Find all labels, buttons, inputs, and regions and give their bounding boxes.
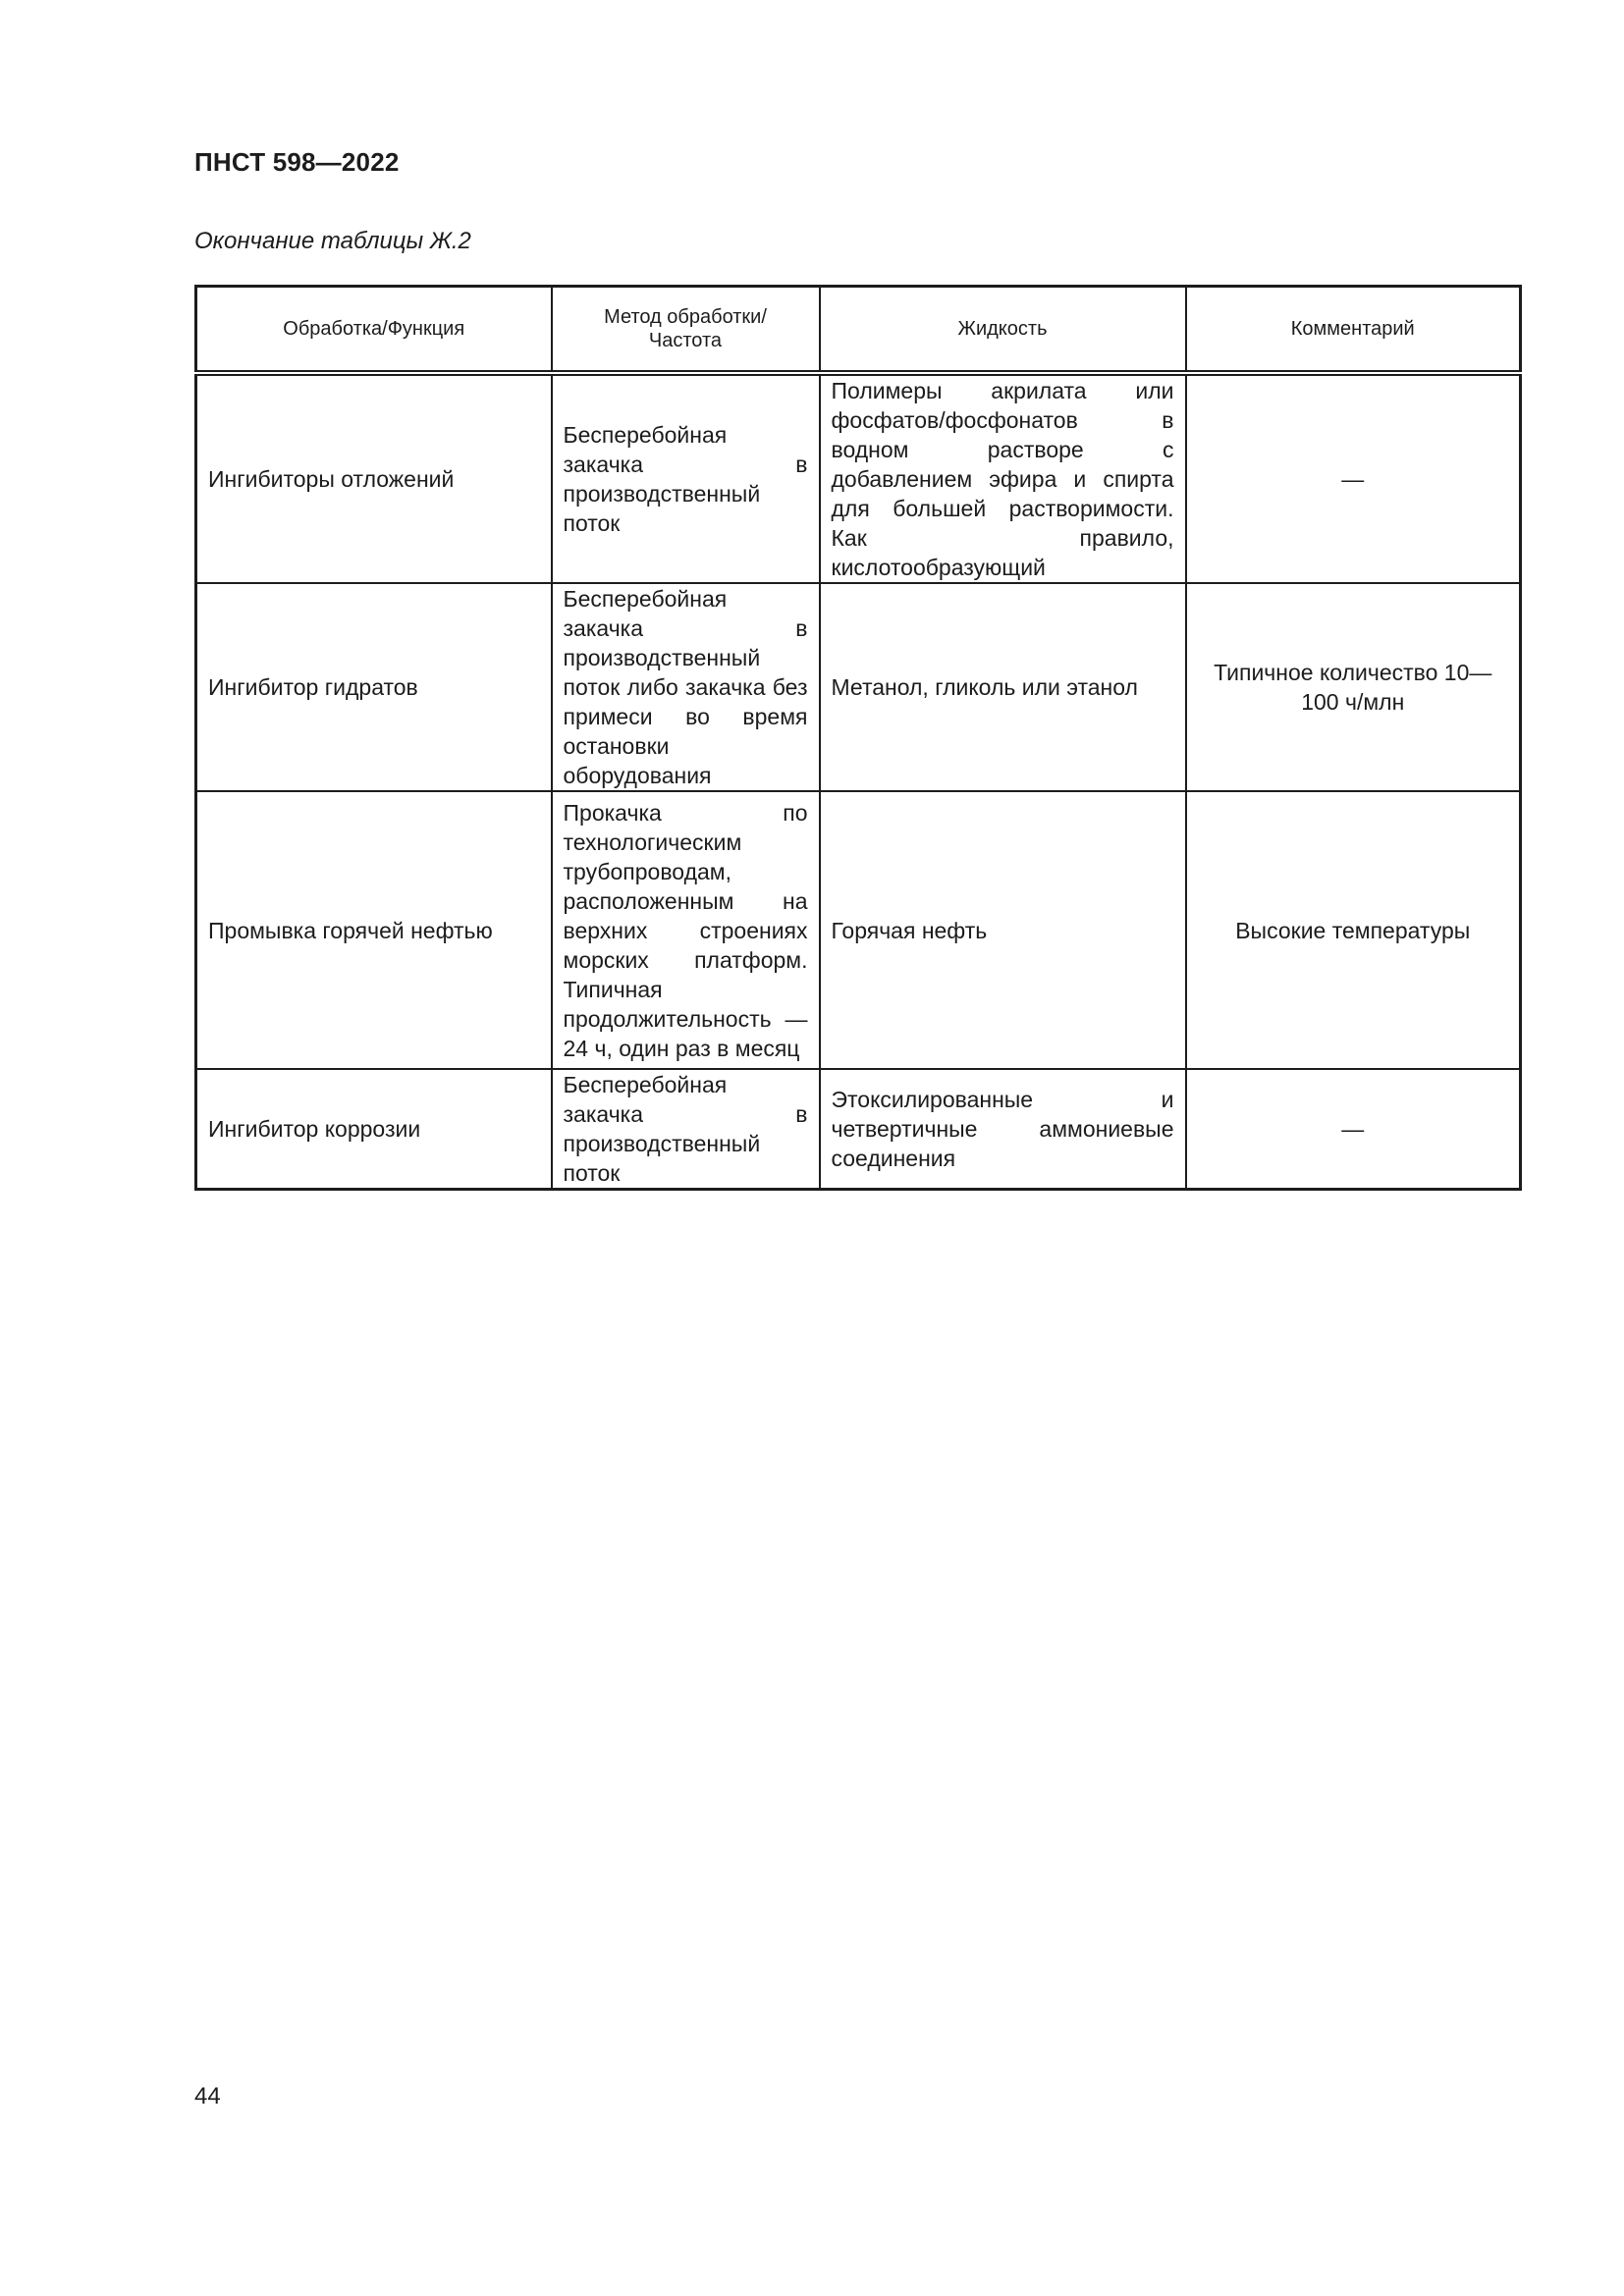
cell-function: Ингибитор гидратов xyxy=(196,583,552,791)
cell-method: Бесперебойная закачка в производственный поток xyxy=(552,373,820,583)
cell-fluid: Этоксилированные и четвертичные аммониевые соединения xyxy=(820,1069,1186,1190)
cell-fluid: Метанол, гликоль или этанол xyxy=(820,583,1186,791)
table-row xyxy=(196,791,1521,1069)
column-header-fluid: Жидкость xyxy=(820,287,1186,374)
column-header-comment: Комментарий xyxy=(1186,287,1521,374)
table-header-row xyxy=(196,287,1521,374)
column-header-method: Метод обработки/ Частота xyxy=(552,287,820,374)
page-number: 44 xyxy=(194,2083,221,2109)
cell-function: Промывка горячей нефтью xyxy=(196,791,552,1069)
cell-method: Бесперебойная закачка в производственный поток xyxy=(552,1069,820,1190)
cell-comment: Типичное количество 10—100 ч/млн xyxy=(1186,583,1521,791)
table-caption: Окончание таблицы Ж.2 xyxy=(194,228,471,254)
data-table xyxy=(194,285,1522,1191)
table-row xyxy=(196,1069,1521,1190)
cell-comment: — xyxy=(1186,373,1521,583)
column-header-function: Обработка/Функция xyxy=(196,287,552,374)
cell-method: Прокачка по технологическим трубопроводам, расположенным на верхних строениях морских платформ. Типичная продолжительность — 24 ч, один раз в месяц xyxy=(552,791,820,1069)
cell-method: Бесперебойная закачка в производственный поток либо закачка без примеси во время остановки оборудования xyxy=(552,583,820,791)
cell-comment: Высокие температуры xyxy=(1186,791,1521,1069)
table-row xyxy=(196,373,1521,583)
document-code: ПНСТ 598—2022 xyxy=(194,147,400,177)
cell-fluid: Полимеры акрилата или фосфатов/фосфонатов в водном растворе с добавлением эфира и спирта для большей растворимости. Как правило, кислотообразующий xyxy=(820,373,1186,583)
table-row xyxy=(196,583,1521,791)
cell-function: Ингибиторы отложений xyxy=(196,373,552,583)
cell-function: Ингибитор коррозии xyxy=(196,1069,552,1190)
cell-comment: — xyxy=(1186,1069,1521,1190)
cell-fluid: Горячая нефть xyxy=(820,791,1186,1069)
